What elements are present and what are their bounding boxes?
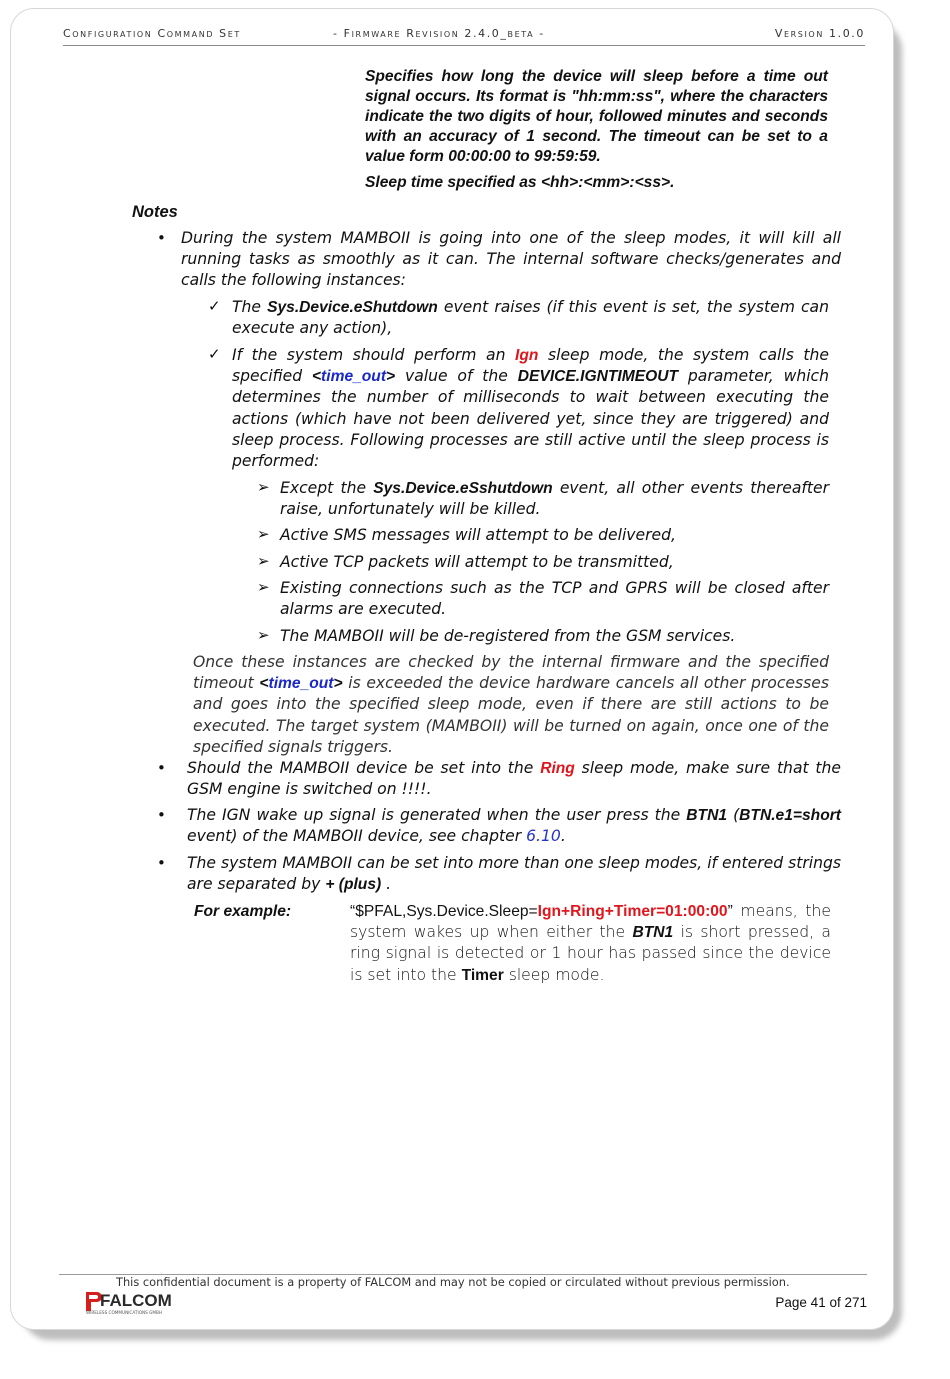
note-check-1: The Sys.Device.eShutdown event raises (if this event is set, the system can execute any action),: [232, 298, 829, 338]
note-arrow-1: Except the Sys.Device.eSshutdown event, all other events thereafter raise, unfortunately will be killed.: [280, 479, 830, 519]
arrow-icon: ➢: [257, 525, 270, 543]
note-arrow-3: Active TCP packets will attempt to be transmitted,: [280, 553, 674, 571]
param-description: Specifies how long the device will sleep before a time out signal occurs. Its format is "hh:mm:ss", where the characters indicate the two digits of hour, followed minutes and seconds with an accuracy of 1 second. The timeout can be set to a value form 00:00:00 to 99:59:59.: [365, 68, 828, 165]
arrow-icon: ➢: [257, 626, 270, 644]
header-center: - Firmware Revision 2.4.0_beta -: [333, 27, 545, 40]
note-arrow-4: Existing connections such as the TCP and GPRS will be closed after alarms are executed.: [280, 579, 829, 619]
page-header: [63, 27, 865, 46]
bullet-icon: •: [157, 806, 166, 824]
footer-notice: This confidential document is a property of FALCOM and may not be copied or circulated without previous permission.: [116, 1275, 790, 1289]
note-bullet-1: During the system MAMBOII is going into one of the sleep modes, it will kill all running tasks as smoothly as it can. The internal software checks/generates and calls the following instances:: [181, 229, 841, 290]
header-left: Configuration Command Set: [63, 27, 241, 40]
arrow-icon: ➢: [257, 552, 270, 570]
document-page: [10, 8, 894, 1330]
note-arrow-2: Active SMS messages will attempt to be delivered,: [280, 526, 676, 544]
param-sleep-format: Sleep time specified as <hh>:<mm>:<ss>.: [365, 174, 675, 191]
example-text: “$PFAL,Sys.Device.Sleep=Ign+Ring+Timer=01:00:00” means, the system wakes up when either the BTN1 is short pressed, a ring signal is detected or 1 hour has passed since the device is set into the Timer sleep mode.: [350, 902, 831, 984]
bullet-icon: •: [157, 229, 166, 247]
chapter-link[interactable]: 6.10: [526, 827, 561, 846]
arrow-icon: ➢: [257, 578, 270, 596]
example-label: For example:: [194, 903, 292, 920]
note-bullet-3: The IGN wake up signal is generated when the user press the BTN1 (BTN.e1=short event) of the MAMBOII device, see chapter 6.10.: [187, 806, 841, 846]
page-number: Page 41 of 271: [775, 1295, 867, 1310]
arrow-icon: ➢: [257, 478, 270, 496]
note-once-paragraph: Once these instances are checked by the internal firmware and the specified timeout <time_out> is exceeded the device hardware cancels all other processes and goes into the specified sleep mode, even if there are still actions to be executed. The target system (MAMBOII) will be turned on again, once one of the specified signals triggers.: [193, 653, 829, 756]
note-check-2: If the system should perform an Ign sleep mode, the system calls the specified <time_out> value of the DEVICE.IGNTIMEOUT parameter, which determines the number of milliseconds to wait between executing the actions (which have not been delivered yet, since they are triggered) and sleep process. Following processes are still active until the sleep process is performed:: [232, 346, 829, 471]
svg-text:FALCOM: FALCOM: [100, 1291, 172, 1310]
svg-text:WIRELESS COMMUNICATIONS GMBH: WIRELESS COMMUNICATIONS GMBH: [86, 1310, 162, 1315]
falcom-logo-icon: [83, 1289, 201, 1317]
notes-title: Notes: [132, 203, 178, 221]
header-right: Version 1.0.0: [774, 27, 865, 40]
note-bullet-2: Should the MAMBOII device be set into the Ring sleep mode, make sure that the GSM engine is switched on !!!!.: [187, 759, 842, 799]
check-icon: ✓: [208, 297, 221, 315]
check-icon: ✓: [208, 345, 221, 363]
note-arrow-5: The MAMBOII will be de-registered from the GSM services.: [280, 627, 736, 645]
falcom-logo: [83, 1289, 201, 1317]
bullet-icon: •: [157, 759, 166, 777]
bullet-icon: •: [157, 854, 166, 872]
note-bullet-4: The system MAMBOII can be set into more than one sleep modes, if entered strings are separated by + (plus) .: [187, 854, 841, 894]
